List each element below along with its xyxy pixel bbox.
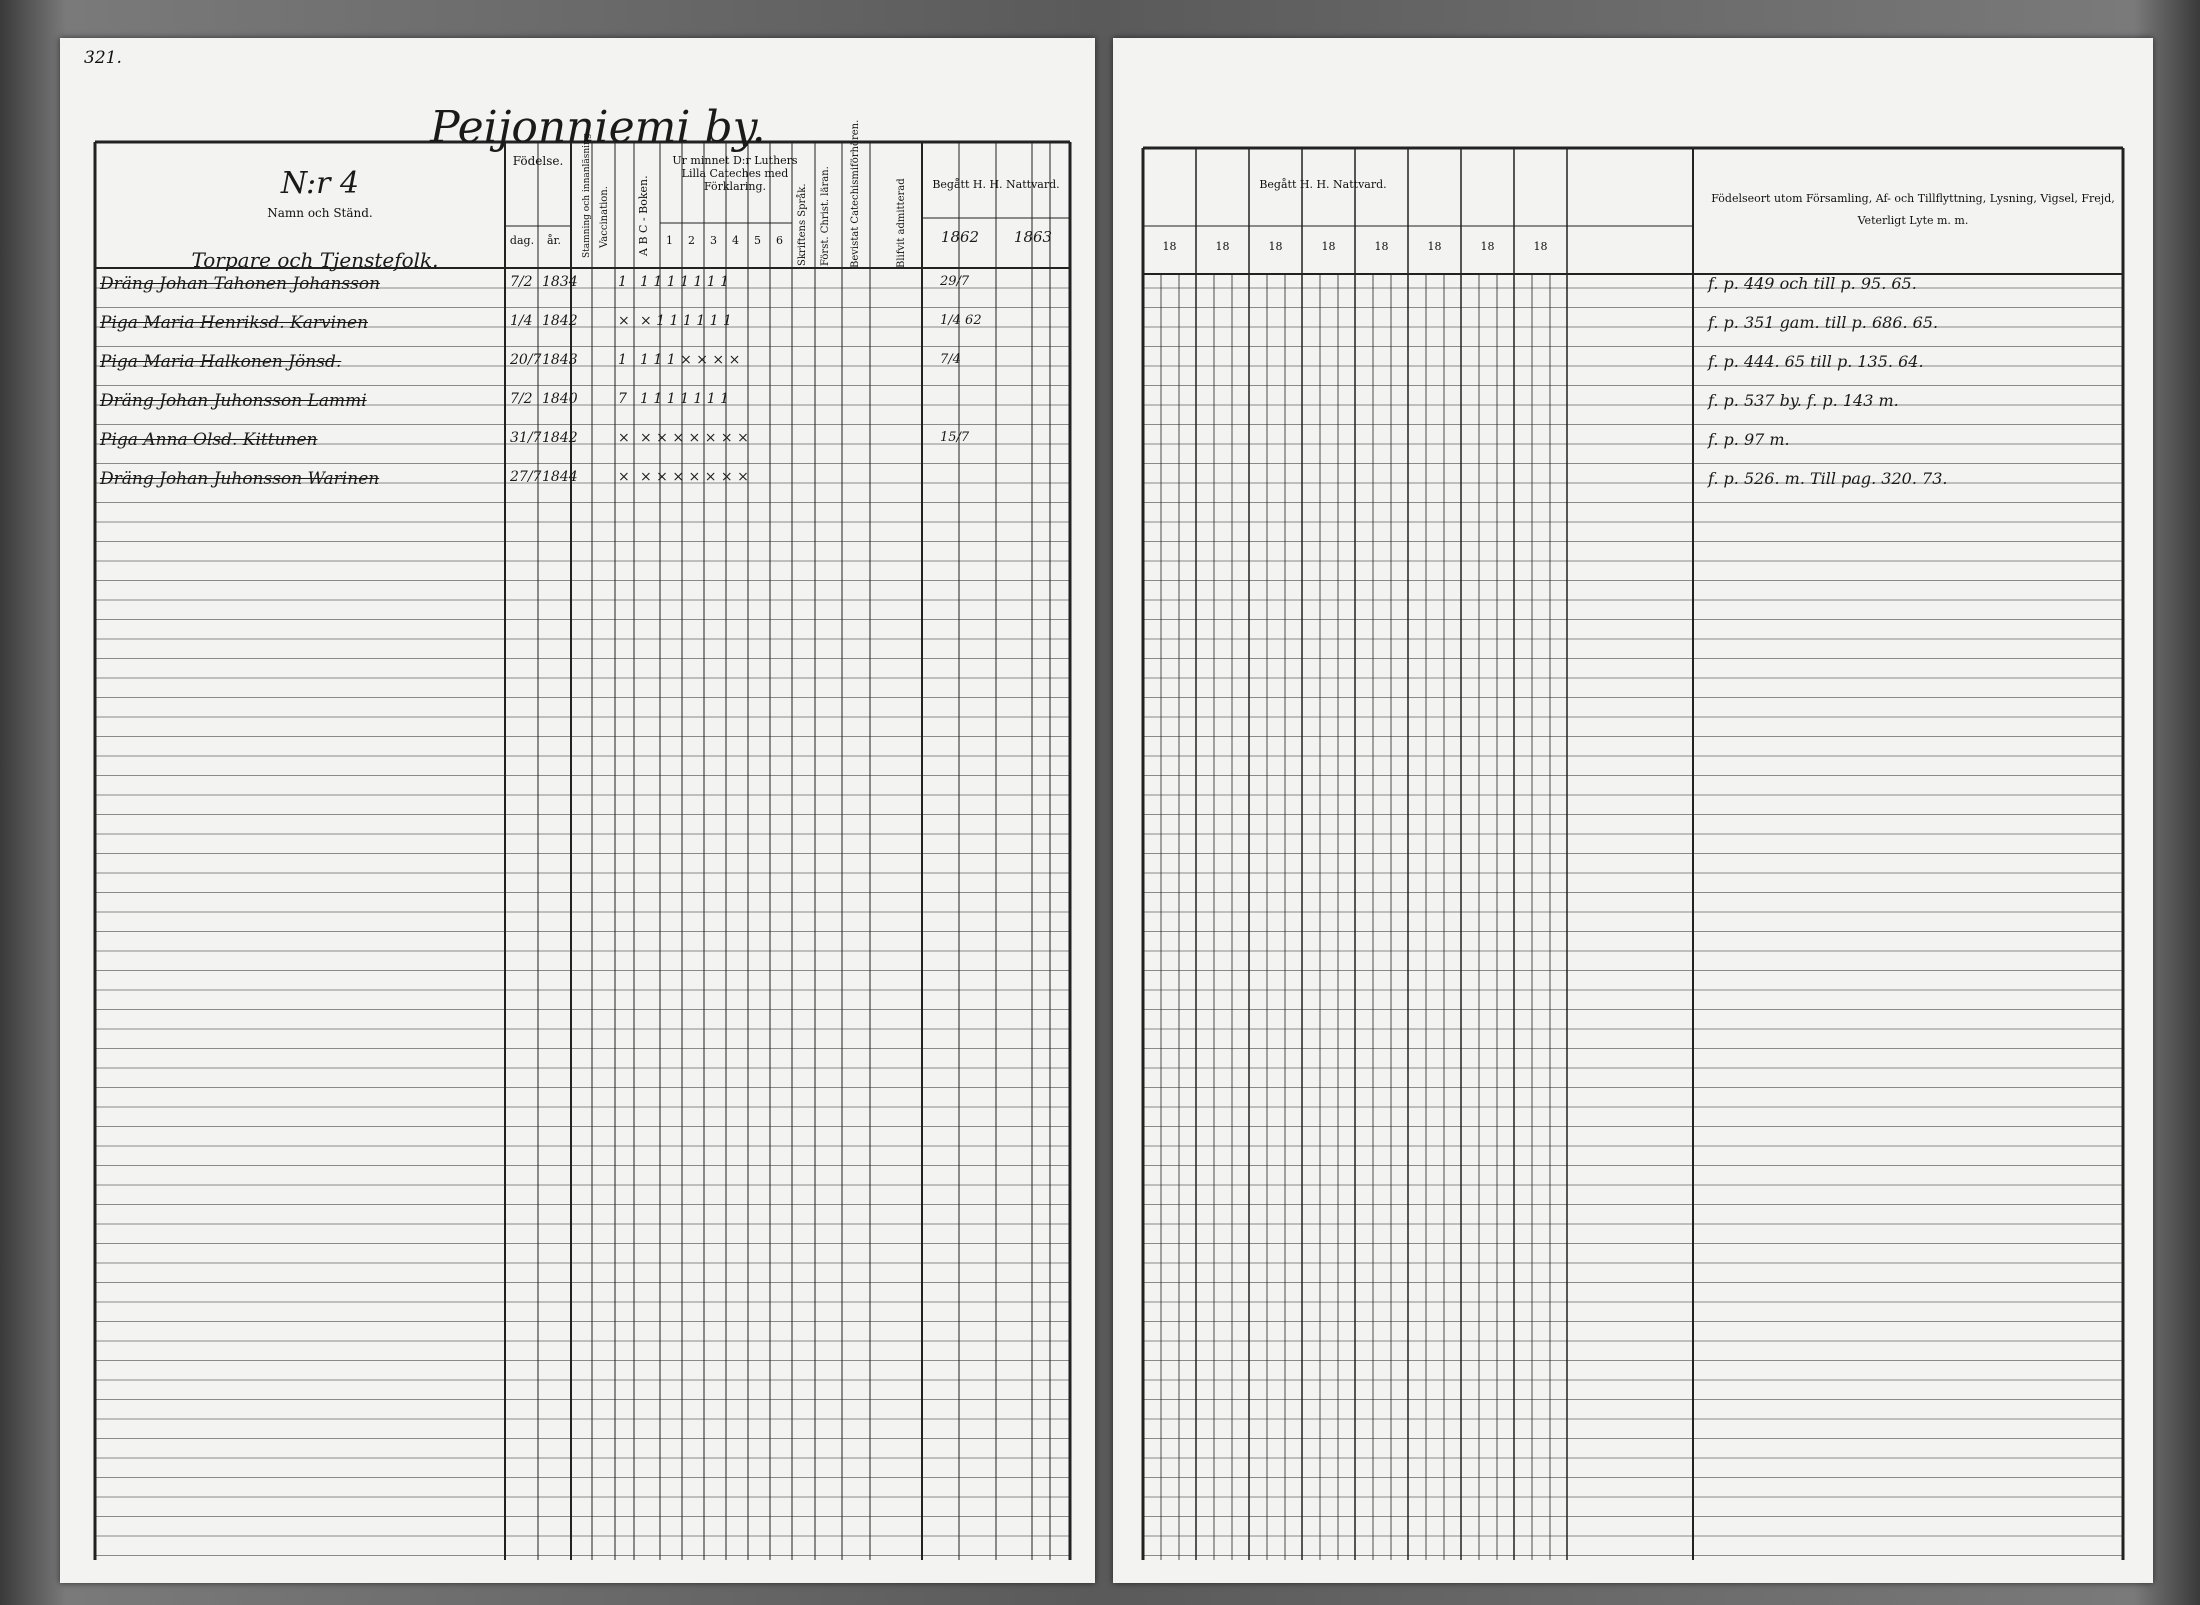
year-col-6: 18: [1427, 240, 1442, 253]
right-page-rules: [1113, 38, 2153, 1583]
catechism-num-4: 4: [732, 234, 739, 247]
catechism-num-6: 6: [776, 234, 783, 247]
begatt-header-right: Begått H. H. Nattvard.: [1259, 178, 1387, 191]
entry-birth-year: 1840: [542, 391, 578, 407]
entry-note: f. p. 526. m. Till pag. 320. 73.: [1708, 469, 1948, 488]
village-title: Peijonniemi by.: [430, 102, 766, 153]
skriftens-header: Skriftens Språk.: [797, 183, 808, 266]
entry-catechism-marks: × × × × × × ×: [640, 469, 749, 485]
entry-vaccination: 1: [618, 352, 627, 368]
entry-note: f. p. 97 m.: [1708, 430, 1790, 449]
abc-book-header: A B C - Boken.: [637, 175, 650, 256]
birth-year-header: år.: [546, 234, 562, 247]
entry-birth-year: 1843: [542, 352, 578, 368]
year-col-5: 18: [1374, 240, 1389, 253]
year-1862-header: 1862: [940, 228, 980, 246]
catechism-num-5: 5: [754, 234, 761, 247]
catechism-header: Ur minnet D:r Luthers Lilla Cateches med Förklaring.: [672, 154, 798, 193]
catechism-num-1: 1: [666, 234, 673, 247]
entry-birth-year: 1842: [542, 430, 578, 446]
entry-communion-mark: 15/7: [940, 430, 970, 445]
entry-birth-day: 1/4: [510, 313, 533, 329]
notes-column-header: Födelseort utom Församling, Af- och Tillflyttning, Lysning, Vigsel, Frejd, Veterligt Lyte m. m.: [1711, 192, 2115, 227]
household-description: Torpare och Tjenstefolk.: [191, 248, 439, 272]
entry-communion-mark: 29/7: [940, 274, 970, 289]
entry-vaccination: 7: [618, 391, 627, 407]
entry-birth-day: 20/7: [510, 352, 542, 368]
entry-birth-year: 1842: [542, 313, 578, 329]
entry-catechism-marks: × × × × × × ×: [640, 430, 749, 446]
year-col-1: 18: [1162, 240, 1177, 253]
entry-communion-mark: 7/4: [940, 352, 961, 367]
year-col-2: 18: [1215, 240, 1230, 253]
entry-catechism-marks: 1 1 1 1 1 1 1: [640, 391, 730, 407]
entry-birth-day: 7/2: [510, 274, 533, 290]
forst-christ-header: Först. Christ. läran.: [820, 166, 831, 266]
name-column-header: Namn och Ständ.: [267, 206, 373, 220]
blifvit-header: Blifvit admitterad: [896, 178, 907, 268]
year-1863-header: 1863: [1013, 228, 1053, 246]
page-number: 321.: [84, 48, 122, 68]
year-col-8: 18: [1533, 240, 1548, 253]
entry-birth-day: 7/2: [510, 391, 533, 407]
entry-catechism-marks: 1 1 1 × × × ×: [640, 352, 741, 368]
birth-column-header: Födelse.: [512, 154, 564, 168]
entry-communion-mark: 1/4 62: [940, 313, 982, 328]
entry-vaccination: ×: [618, 469, 630, 485]
entry-name: Dräng Johan Juhonsson Lammi: [100, 391, 367, 411]
entry-birth-day: 31/7: [510, 430, 542, 446]
catechism-num-3: 3: [710, 234, 717, 247]
entry-name: Dräng Johan Juhonsson Warinen: [100, 469, 380, 489]
entry-note: f. p. 537 by. f. p. 143 m.: [1708, 391, 1899, 410]
stamning-header: Stamning och innanläsning.: [582, 130, 592, 258]
vaccination-header: Vaccination.: [599, 186, 610, 248]
entry-birth-year: 1834: [542, 274, 578, 290]
left-page: [60, 38, 1095, 1583]
birth-day-header: dag.: [509, 234, 535, 247]
entry-vaccination: 1: [618, 274, 627, 290]
entry-vaccination: ×: [618, 430, 630, 446]
household-number: N:r 4: [280, 166, 360, 201]
entry-name: Piga Anna Olsd. Kittunen: [100, 430, 318, 450]
entry-name: Dräng Johan Tahonen Johansson: [100, 274, 381, 294]
year-col-4: 18: [1321, 240, 1336, 253]
entry-catechism-marks: 1 1 1 1 1 1 1: [640, 274, 730, 290]
entry-note: f. p. 351 gam. till p. 686. 65.: [1708, 313, 1939, 332]
right-page: [1113, 38, 2153, 1583]
entry-name: Piga Maria Henriksd. Karvinen: [100, 313, 369, 333]
entry-note: f. p. 444. 65 till p. 135. 64.: [1708, 352, 1924, 371]
entry-birth-day: 27/7: [510, 469, 542, 485]
year-col-7: 18: [1480, 240, 1495, 253]
begatt-header-left: Begått H. H. Nattvard.: [932, 178, 1060, 191]
entry-birth-year: 1844: [542, 469, 578, 485]
bevistat-header: Bevistat Catechismiförhören.: [850, 119, 861, 268]
year-col-3: 18: [1268, 240, 1283, 253]
entry-note: f. p. 449 och till p. 95. 65.: [1708, 274, 1917, 293]
catechism-num-2: 2: [688, 234, 695, 247]
entry-vaccination: ×: [618, 313, 630, 329]
entry-name: Piga Maria Halkonen Jönsd.: [100, 352, 342, 372]
entry-catechism-marks: × 1 1 1 1 1 1: [640, 313, 732, 329]
